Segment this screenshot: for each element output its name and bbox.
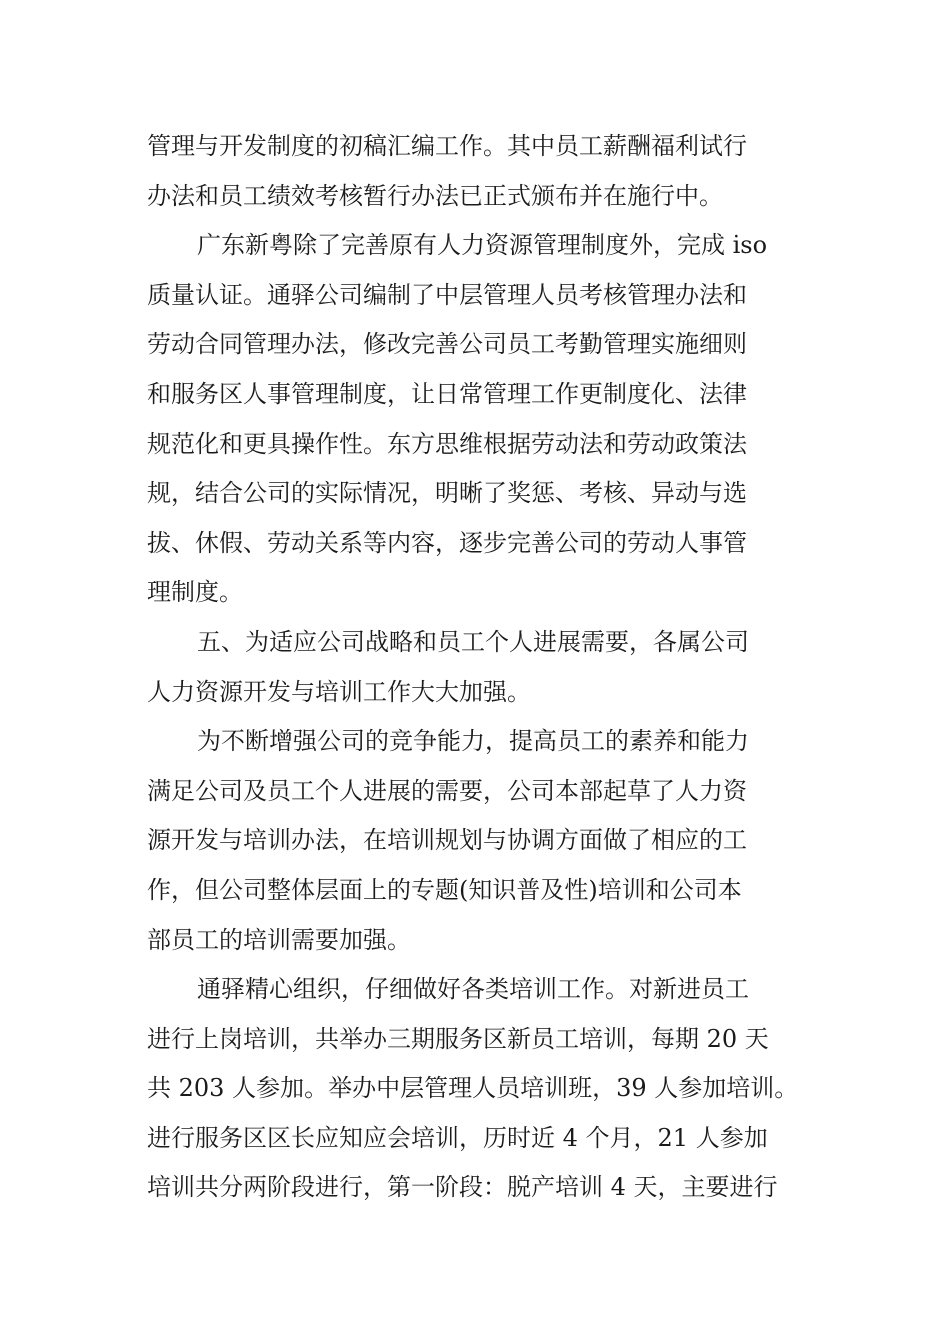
text-line: 拔、休假、劳动关系等内容，逐步完善公司的劳动人事管: [147, 528, 747, 557]
text-line: 办法和员工绩效考核暂行办法已正式颁布并在施行中。: [147, 181, 723, 210]
text-line: 满足公司及员工个人进展的需要，公司本部起草了人力资: [147, 776, 747, 805]
text-line: 共 203 人参加。举办中层管理人员培训班，39 人参加培训。: [147, 1074, 799, 1103]
text-line: 管理与开发制度的初稿汇编工作。其中员工薪酬福利试行: [147, 132, 747, 160]
section-heading-line: 人力资源开发与培训工作大大加强。: [147, 677, 531, 706]
text-line: 源开发与培训办法，在培训规划与协调方面做了相应的工: [147, 826, 747, 855]
section-heading-line: 五、为适应公司战略和员工个人进展需要，各属公司: [197, 627, 749, 656]
text-line: 和服务区人事管理制度，让日常管理工作更制度化、法律: [147, 379, 747, 408]
text-line: 质量认证。通驿公司编制了中层管理人员考核管理办法和: [147, 280, 747, 309]
document-body: [147, 122, 811, 1213]
paragraph-start-line: 广东新粤除了完善原有人力资源管理制度外，完成 iso: [197, 231, 768, 260]
text-line: 培训共分两阶段进行，第一阶段：脱产培训 4 天，主要进行: [147, 1173, 778, 1202]
text-line: 规范化和更具操作性。东方思维根据劳动法和劳动政策法: [147, 429, 747, 458]
paragraph-start-line: 为不断增强公司的竞争能力，提高员工的素养和能力: [197, 727, 749, 756]
text-line: 部员工的培训需要加强。: [147, 925, 411, 954]
text-line: 理制度。: [147, 578, 243, 607]
text-line: 进行服务区区长应知应会培训，历时近 4 个月，21 人参加: [147, 1123, 768, 1152]
text-line: 劳动合同管理办法，修改完善公司员工考勤管理实施细则: [147, 330, 747, 359]
text-line: 进行上岗培训，共举办三期服务区新员工培训，每期 20 天: [147, 1024, 769, 1053]
text-line: 作，但公司整体层面上的专题(知识普及性)培训和公司本: [147, 875, 742, 904]
text-line: 规，结合公司的实际情况，明晰了奖惩、考核、异动与选: [147, 479, 747, 508]
paragraph-start-line: 通驿精心组织，仔细做好各类培训工作。对新进员工: [197, 975, 749, 1004]
